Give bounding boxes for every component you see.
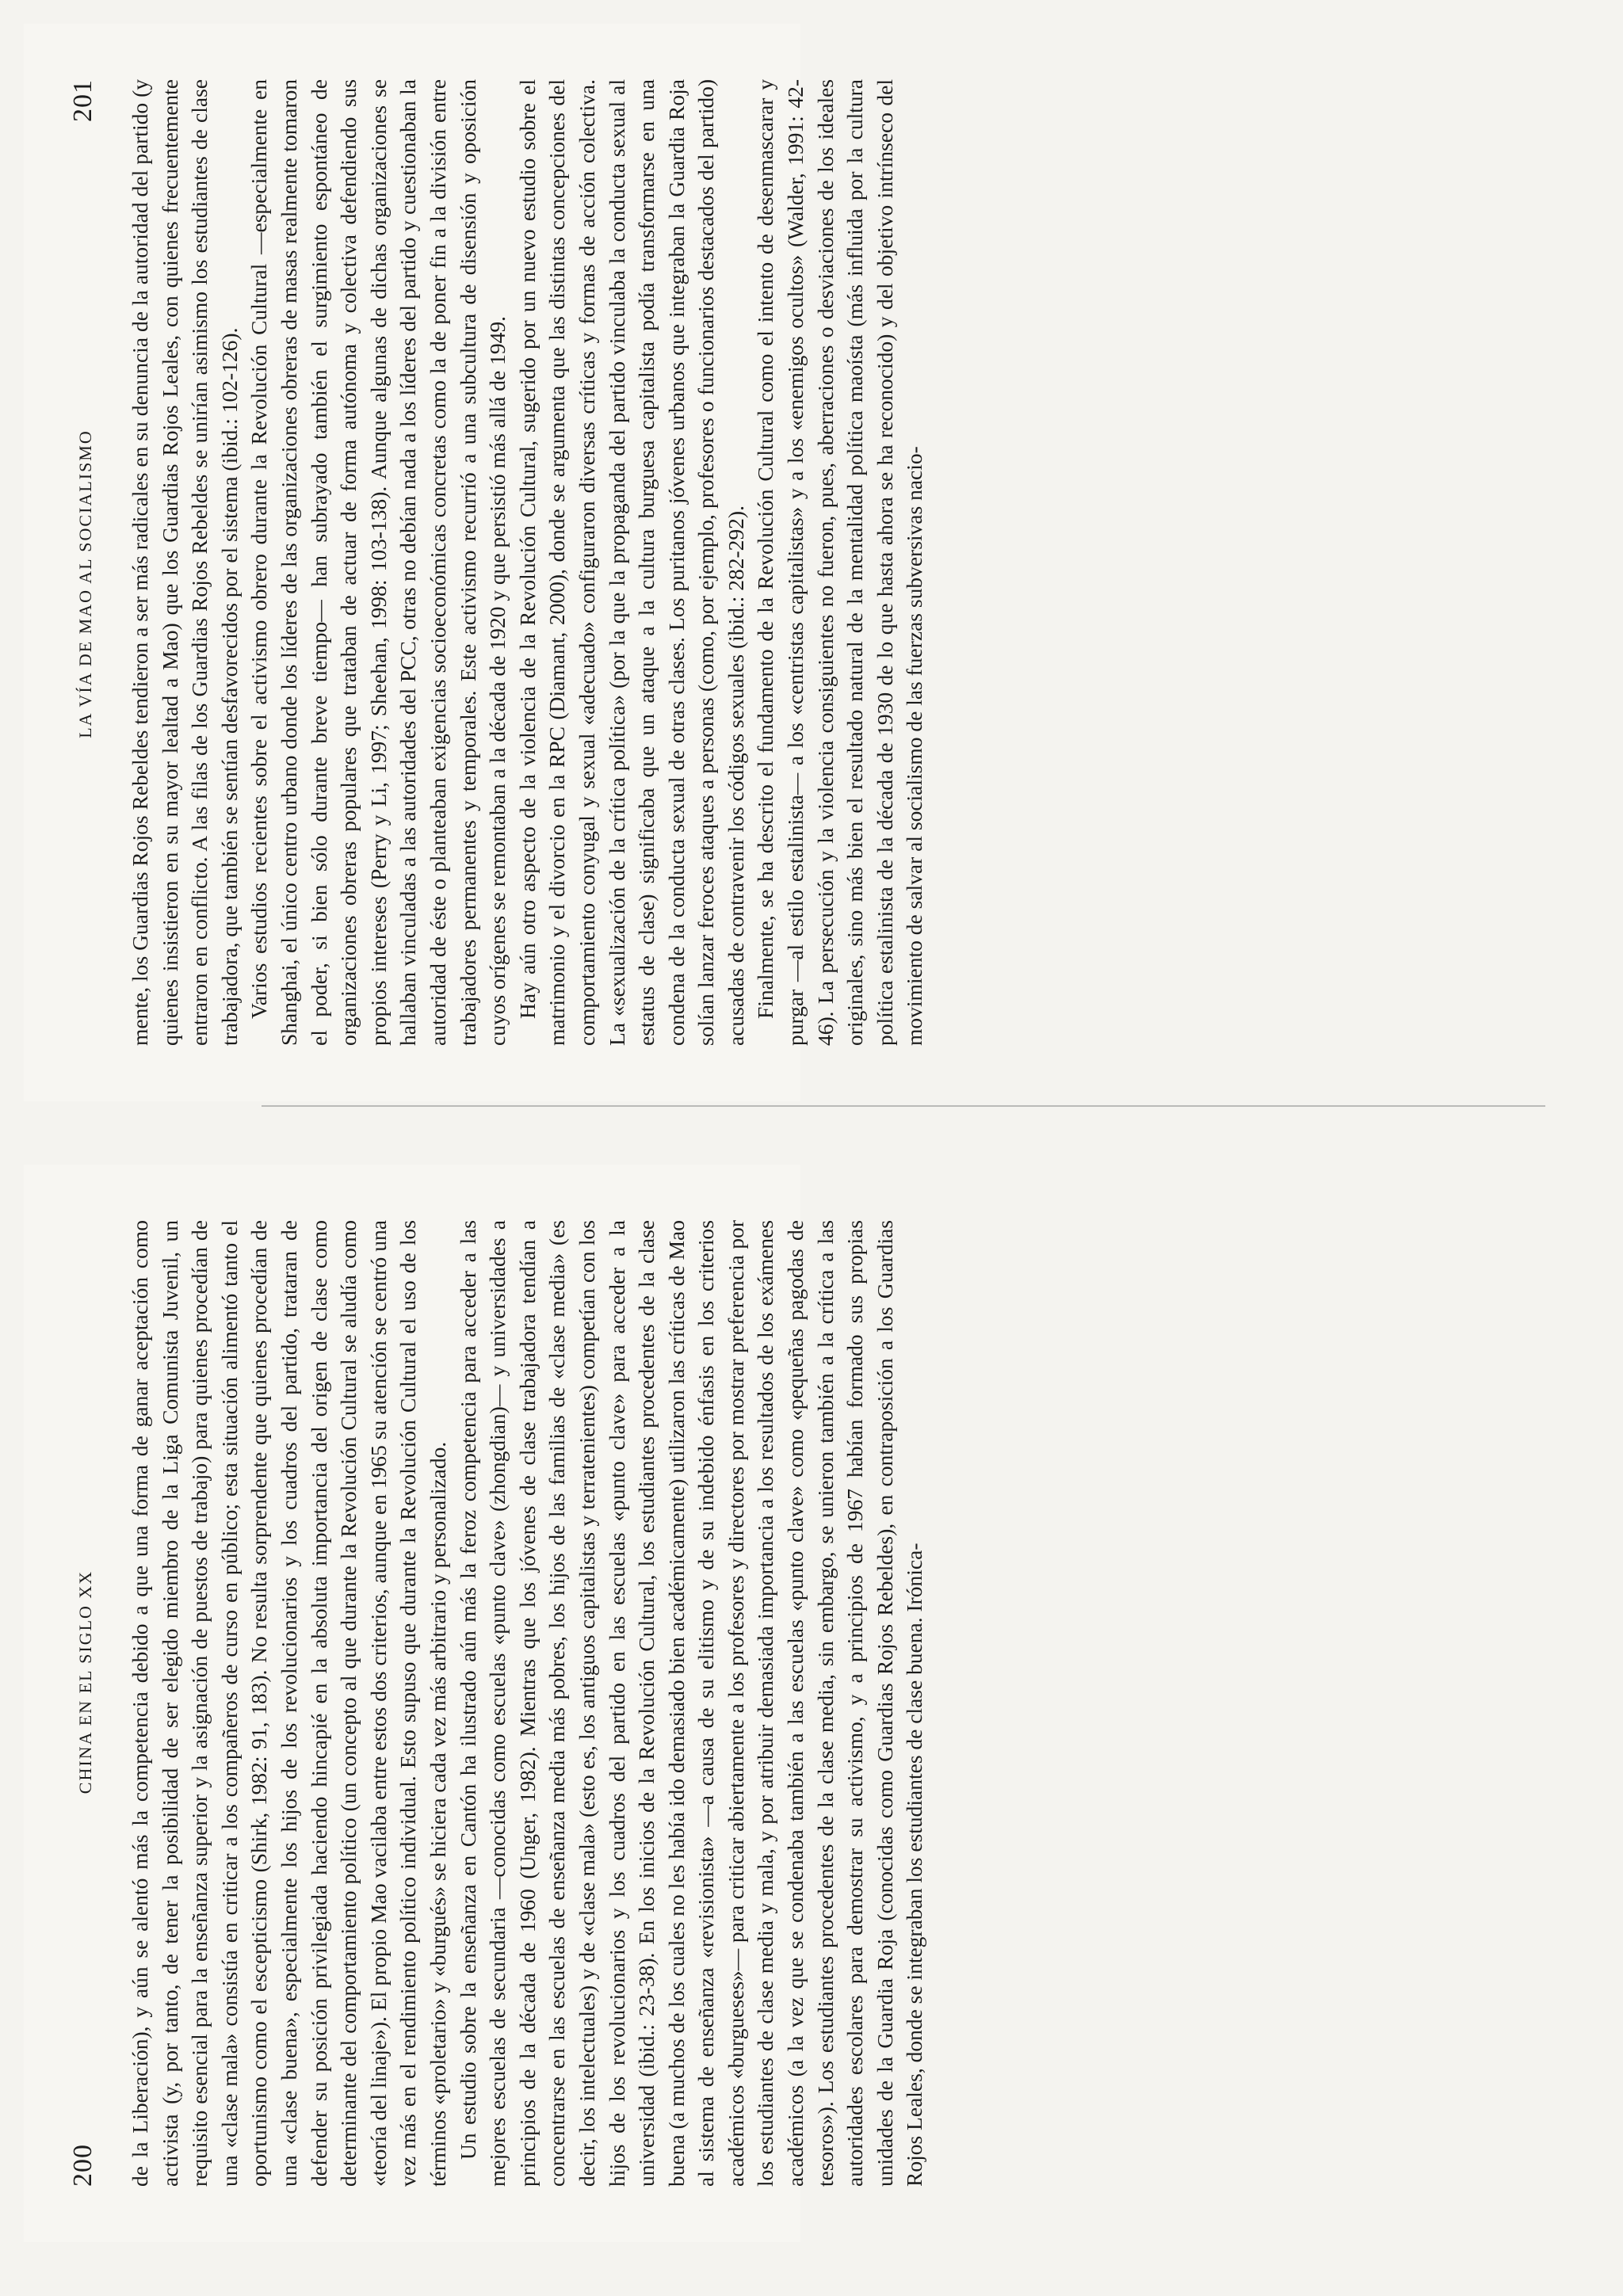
paragraph: mente, los Guardias Rojos Rebeldes tendieron a ser más radicales en su denuncia de la autoridad del partido (y quienes insistieron en su mayor lealtad a Mao) que los Guardias Rojos Leales, con quienes frecuentemente entraron en conflicto. A las filas de los Guardias Rojos Rebeldes se unirían asimismo los estudiantes de clase trabajadora, que también se sentían desfavorecidos por el sistema (ibid.: 102-126).: [128, 79, 242, 1046]
paragraph: Finalmente, se ha descrito el fundamento de la Revolución Cultural como el intento de desenmascarar y purgar —al estilo estalinista— a los «centristas capitalistas» y a los «enemigos ocultos» (Walder, 1991: 42-46). La persecución y la violencia consiguientes no fueron, pues, aberraciones o desviaciones de los ideales originales, sino más bien el resultado natural de la mentalidad política maoísta (más influida por la cultura política estalinista de la década de 1930 de lo que hasta ahora se ha reconocido) y del objetivo intrínseco del movimiento de salvar al socialismo de las fuerzas subversivas nacio-: [753, 79, 927, 1046]
body-text: [125, 79, 927, 1046]
running-head: [68, 1220, 100, 2187]
paragraph: Hay aún otro aspecto de la violencia de la Revolución Cultural, sugerido por un nuevo estudio sobre el matrimonio y el divorcio en la RPC (Diamant, 2000), donde se argumenta que las distintas concepciones del comportamiento conyugal y sexual «adecuado» configuraron diversas críticas y formas de acción colectiva. La «sexualización de la crítica política» (por la que la propaganda del partido vinculaba la conducta sexual al estatus de clase) significaba que un ataque a la cultura burguesa capitalista podía transformarse en una condena de la conducta sexual de otras clases. Los puritanos jóvenes urbanos que integraban la Guardia Roja solían lanzar feroces ataques a personas (como, por ejemplo, profesores o funcionarios destacados del partido) acusadas de contravenir los códigos sexuales (ibid.: 282-292).: [514, 79, 748, 1046]
paragraph: Varios estudios recientes sobre el activismo obrero durante la Revolución Cultural —especialmente en Shanghai, el único centro urbano donde los líderes de las organizaciones obreras de masas realmente tomaron el poder, si bien sólo durante breve tiempo— han subrayado también el surgimiento espontáneo de organizaciones obreras populares que trataban de actuar de forma autónoma y colectiva defendiendo sus propios intereses (Perry y Li, 1997; Sheehan, 1998: 103-138). Aunque algunas de dichas organizaciones se hallaban vinculadas a las autoridades del PCC, otras no debían nada a los líderes del partido y cuestionaban la autoridad de éste o planteaban exigencias socioeconómicas concretas como la de poner fin a la división entre trabajadores permanentes y temporales. Este activismo recurrió a una subcultura de disensión y oposición cuyos orígenes se remontaban a la década de 1920 y que persistió más allá de 1949.: [246, 79, 510, 1046]
page-number: 200: [68, 2144, 97, 2187]
page-201: [24, 24, 927, 1101]
running-head-title: CHINA EN EL SIGLO XX: [75, 1569, 95, 1794]
running-head-title: LA VÍA DE MAO AL SOCIALISMO: [75, 429, 95, 738]
running-head: [68, 79, 100, 1046]
gutter-divider: [262, 1105, 1545, 1107]
paragraph: de la Liberación), y aún se alentó más la competencia debido a que una forma de ganar aceptación como activista (y, por tanto, de tener la posibilidad de ser elegido miembro de la Liga Comunista Juvenil, un requisito esencial para la enseñanza superior y la asignación de puestos de trabajo) para quienes procedían de una «clase mala» consistía en criticar a los compañeros de curso en público; esta situación alimentó tanto el oportunismo como el escepticismo (Shirk, 1982: 91, 183). No resulta sorprendente que quienes procedían de una «clase buena», especialmente los hijos de los revolucionarios y los cuadros del partido, trataran de defender su posición privilegiada haciendo hincapié en la absoluta importancia del origen de clase como determinante del comportamiento político (un concepto al que durante la Revolución Cultural se aludía como «teoría del linaje»). El propio Mao vacilaba entre estos dos criterios, aunque en 1965 su atención se centró una vez más en el rendimiento político individual. Esto supuso que durante la Revolución Cultural el uso de los términos «proletario» y «burgués» se hiciera cada vez más arbitrario y personalizado.: [128, 1220, 450, 2187]
page-number: 201: [68, 79, 97, 122]
paragraph: Un estudio sobre la enseñanza en Cantón ha ilustrado aún más la feroz competencia para acceder a las mejores escuelas de secundaria —conocidas como escuelas «punto clave» (zhongdian)— y universidades a principios de la década de 1960 (Unger, 1982). Mientras que los jóvenes de clase trabajadora tendían a concentrarse en las escuelas de enseñanza media más pobres, los hijos de las familias de «clase media» (es decir, los intelectuales) y de «clase mala» (esto es, los antiguos capitalistas y terratenientes) competían con los hijos de los revolucionarios y los cuadros del partido en las escuelas «punto clave» para acceder a la universidad (ibid.: 23-38). En los inicios de la Revolución Cultural, los estudiantes procedentes de la clase buena (a muchos de los cuales no les había ido demasiado bien académicamente) utilizaron las críticas de Mao al sistema de enseñanza «revisionista» —a causa de su elitismo y de su indebido énfasis en los criterios académicos «burgueses»— para criticar abiertamente a los profesores y directores por mostrar preferencia por los estudiantes de clase media y mala, y por atribuir demasiada importancia a los resultados de los exámenes académicos (a la vez que se condenaba también a las escuelas «punto clave» como «pequeñas pagodas de tesoros»). Los estudiantes procedentes de la clase media, sin embargo, se unieron también a la crítica a las autoridades escolares para demostrar su activismo, y a principios de 1967 habían formado sus propias unidades de la Guardia Roja (conocidas como Guardias Rojos Rebeldes), en contraposición a los Guardias Rojos Leales, donde se integraban los estudiantes de clase buena. Irónica-: [455, 1220, 927, 2187]
page-200: [24, 1165, 927, 2242]
body-text: [125, 1220, 927, 2187]
